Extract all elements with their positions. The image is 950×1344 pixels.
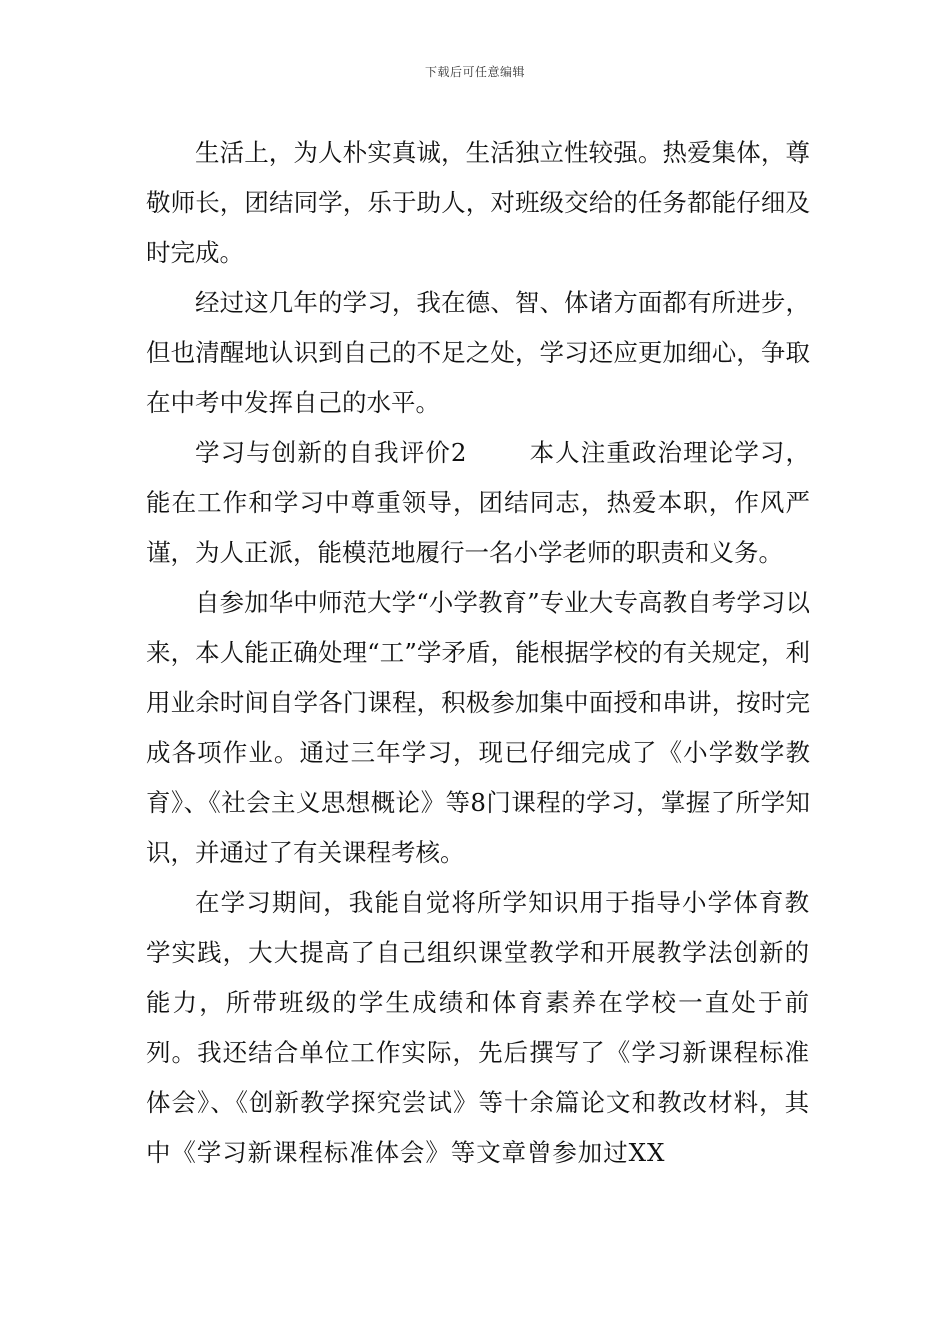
- page-header: 下载后可任意编辑: [424, 65, 525, 79]
- section-first-text: 本人注重政治理论学习，能在工作和学习中尊重领导，团结同志，热爱本职，作风严谨，为人正派，能模范地履行一名小学老师的职责和义务。: [146, 438, 810, 567]
- paragraph-self-study: 自参加华中师范大学“小学教育”专业大专高教自考学习以来，本人能正确处理“工”学矛盾，能根据学校的有关规定，利用业余时间自学各门课程，积极参加集中面授和串讲，按时完成各项作业。通过三年学习，现已仔细完成了《小学数学教育》、《社会主义思想概论》等8门课程的学习，掌握了所学知识，并通过了有关课程考核。: [146, 588, 810, 867]
- paragraph-self-evaluation-2: [146, 428, 810, 578]
- document-body: [146, 128, 810, 1178]
- section-title: 学习与创新的自我评价2: [195, 438, 467, 467]
- paragraph-life: 生活上，为人朴实真诚，生活独立性较强。热爱集体，尊敬师长，团结同学，乐于助人，对班级交给的任务都能仔细及时完成。: [146, 138, 810, 267]
- paragraph-teaching-practice: 在学习期间，我能自觉将所学知识用于指导小学体育教学实践，大大提高了自己组织课堂教学和开展教学法创新的能力，所带班级的学生成绩和体育素养在学校一直处于前列。我还结合单位工作实际，先后撰写了《学习新课程标准体会》、《创新教学探究尝试》等十余篇论文和教改材料，其中《学习新课程标准体会》等文章曾参加过XX: [146, 888, 810, 1167]
- paragraph-progress: 经过这几年的学习，我在德、智、体诸方面都有所进步，但也清醒地认识到自己的不足之处，学习还应更加细心，争取在中考中发挥自己的水平。: [146, 288, 810, 417]
